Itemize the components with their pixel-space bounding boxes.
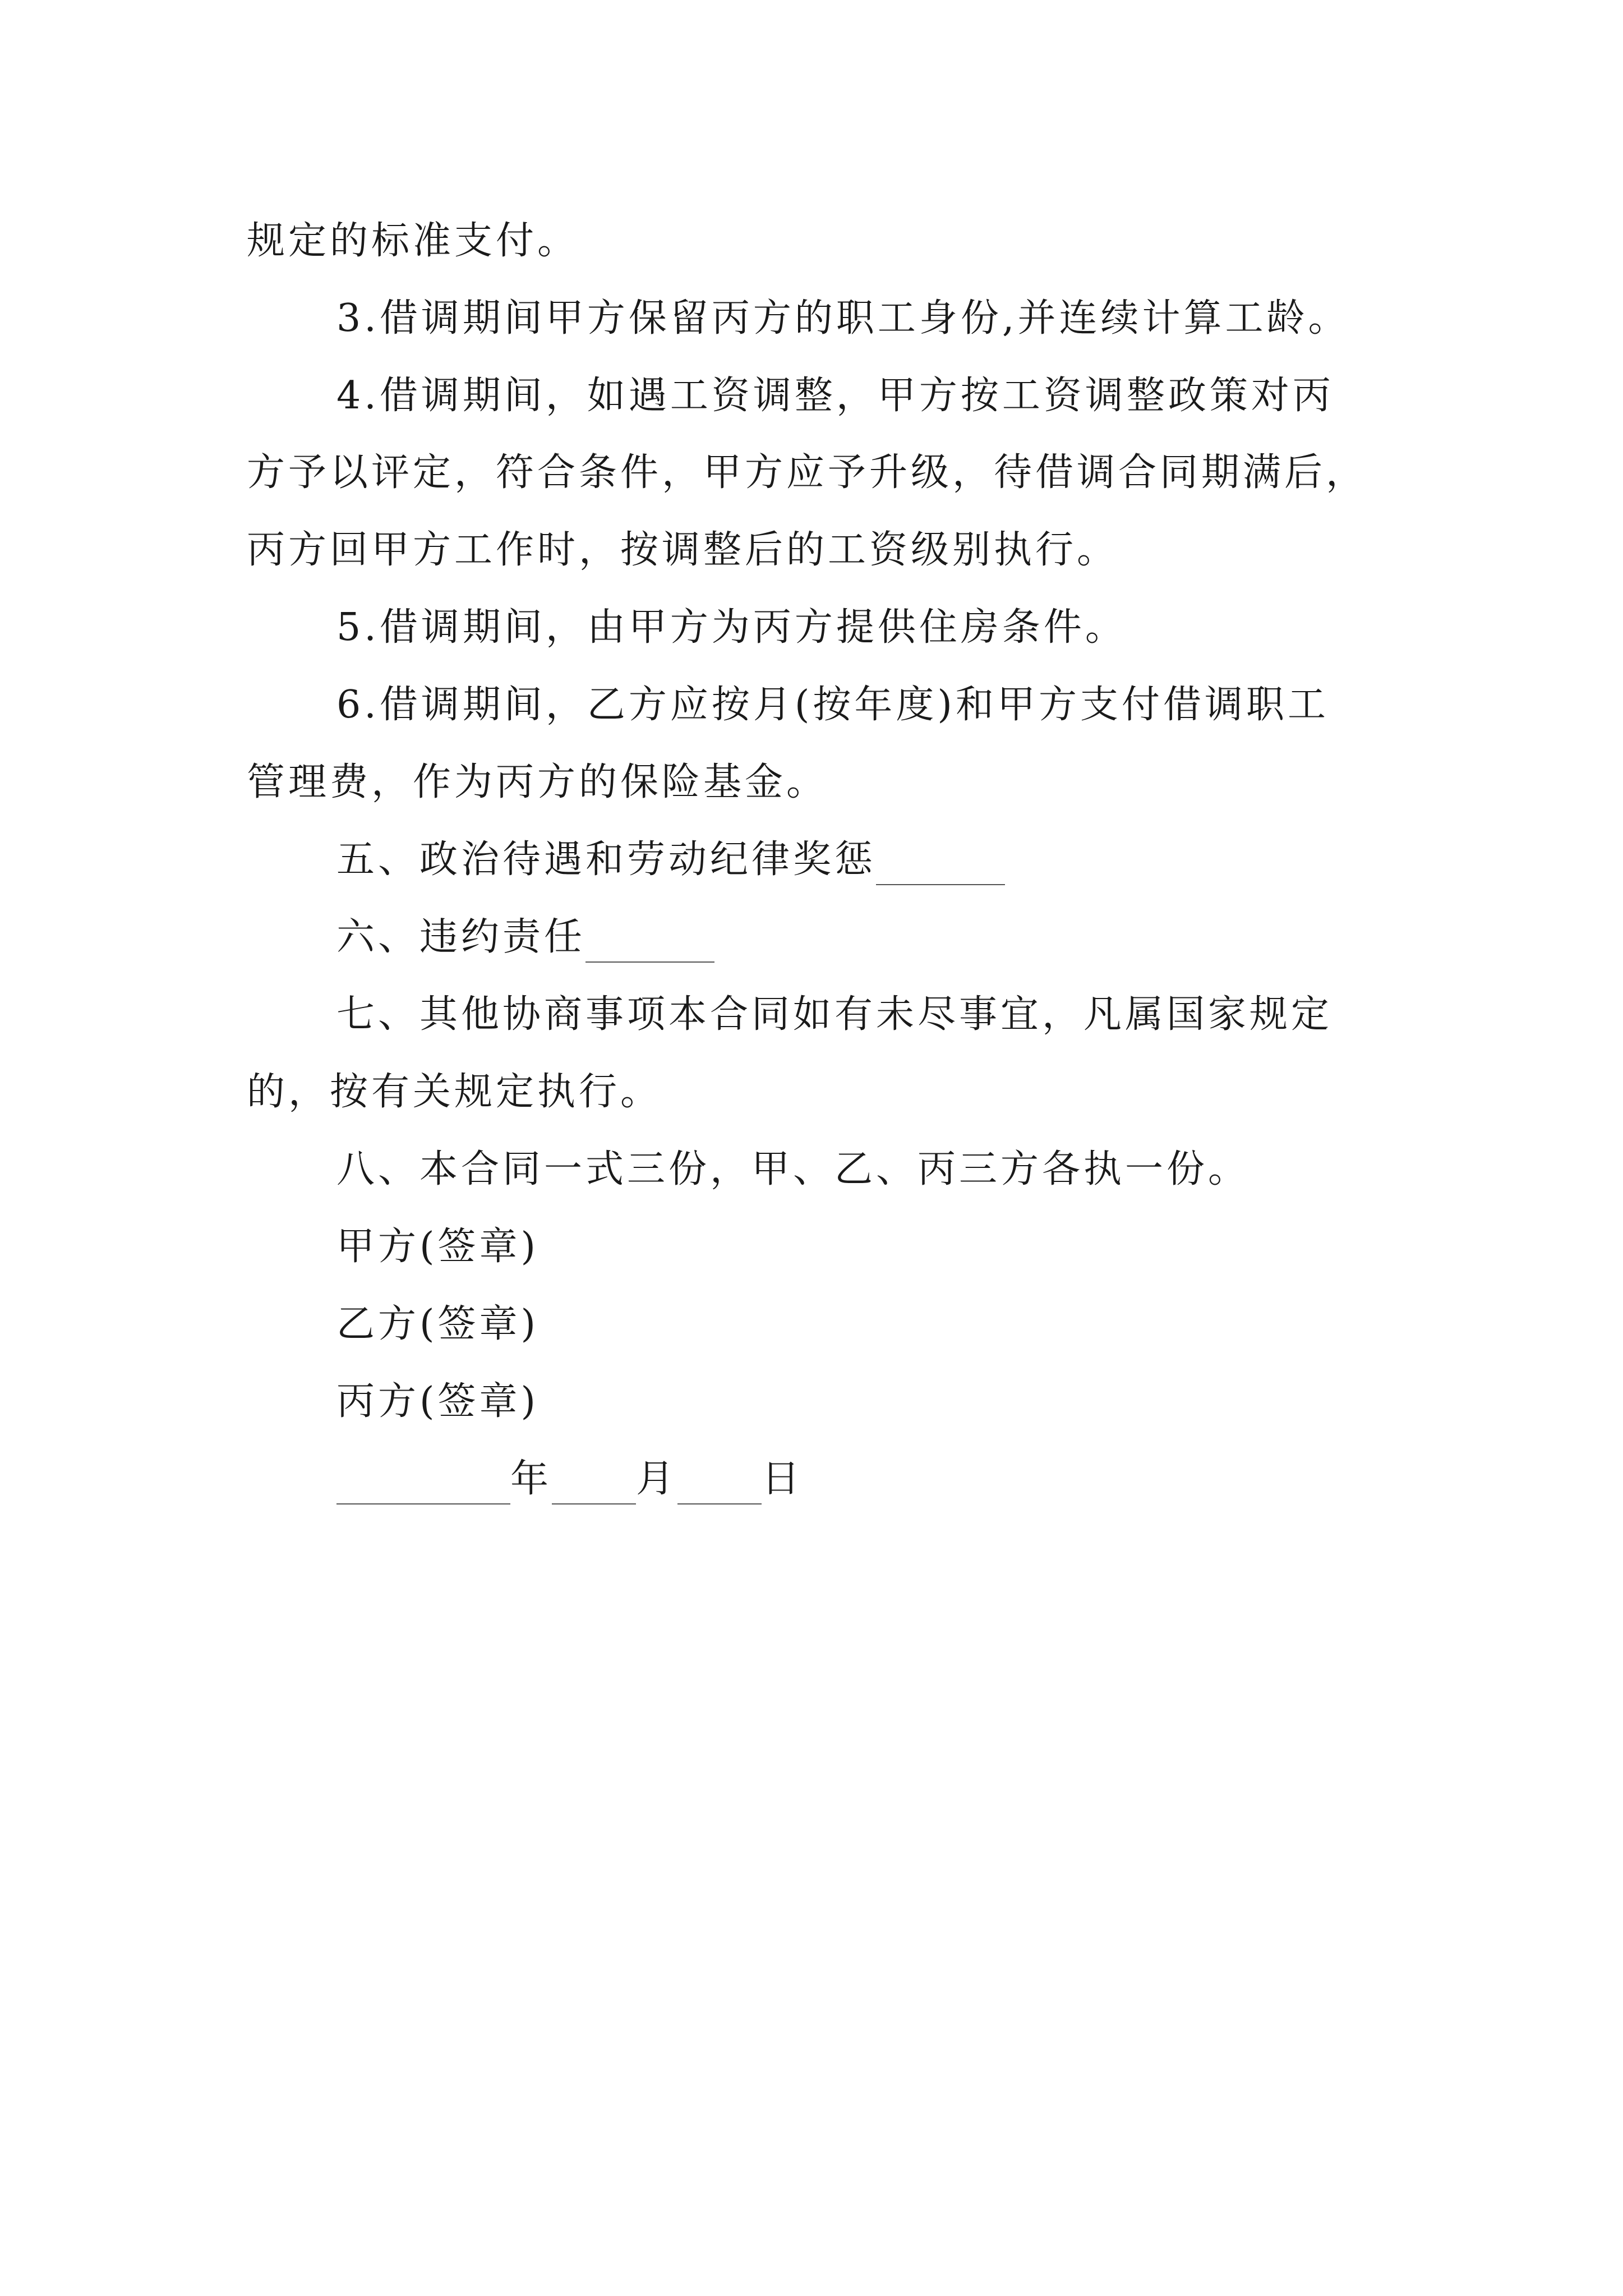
- line-text: 4.借调期间，如遇工资调整，甲方按工资调整政策对丙: [336, 374, 1334, 418]
- day-label: 日: [762, 1457, 804, 1501]
- paragraph-line: [336, 680, 1329, 730]
- date-line: [336, 1454, 803, 1504]
- paragraph-line: [336, 990, 1332, 1040]
- signature-party-b: [336, 1299, 539, 1350]
- line-text: 甲方(签章): [336, 1225, 540, 1269]
- signature-party-a: [336, 1222, 539, 1272]
- paragraph-line: [247, 525, 1118, 576]
- line-text: 5.借调期间，由甲方为丙方提供住房条件。: [336, 605, 1127, 650]
- month-blank: [552, 1463, 636, 1504]
- line-text: 6.借调期间，乙方应按月(按年度)和甲方支付借调职工: [336, 683, 1329, 727]
- day-blank: [677, 1463, 762, 1504]
- line-text: 规定的标准支付。: [247, 219, 579, 263]
- line-text: 3.借调期间甲方保留丙方的职工身份,并连续计算工龄。: [336, 296, 1350, 341]
- line-text: 管理费，作为丙方的保险基金。: [247, 760, 828, 804]
- line-text: 七、其他协商事项本合同如有未尽事宜，凡属国家规定: [336, 992, 1333, 1037]
- paragraph-line: [247, 1067, 662, 1117]
- year-label: 年: [510, 1457, 552, 1501]
- year-blank: [336, 1463, 510, 1504]
- paragraph-line: [336, 1144, 1249, 1195]
- paragraph-line: [336, 293, 1350, 344]
- line-text: 乙方(签章): [336, 1302, 540, 1346]
- line-text: 的，按有关规定执行。: [247, 1070, 662, 1114]
- line-text: 丙方(签章): [336, 1379, 540, 1424]
- paragraph-line: [247, 448, 1367, 498]
- paragraph-line: [247, 216, 579, 266]
- line-text: 方予以评定，符合条件，甲方应予升级，待借调合同期满后，: [247, 450, 1368, 495]
- line-text: 五、政治待遇和劳动纪律奖惩: [336, 838, 877, 882]
- month-label: 月: [636, 1457, 678, 1501]
- fill-blank: [876, 844, 1005, 885]
- line-text: 八、本合同一式三份，甲、乙、丙三方各执一份。: [336, 1147, 1250, 1191]
- paragraph-line: [336, 602, 1127, 653]
- section-heading-political-treatment: [336, 835, 1005, 885]
- fill-blank: [585, 921, 714, 963]
- signature-party-c: [336, 1377, 539, 1427]
- line-text: 六、违约责任: [336, 915, 586, 959]
- paragraph-line: [336, 371, 1334, 421]
- paragraph-line: [247, 757, 828, 808]
- section-heading-breach-liability: [336, 912, 714, 963]
- line-text: 丙方回甲方工作时，按调整后的工资级别执行。: [247, 528, 1119, 572]
